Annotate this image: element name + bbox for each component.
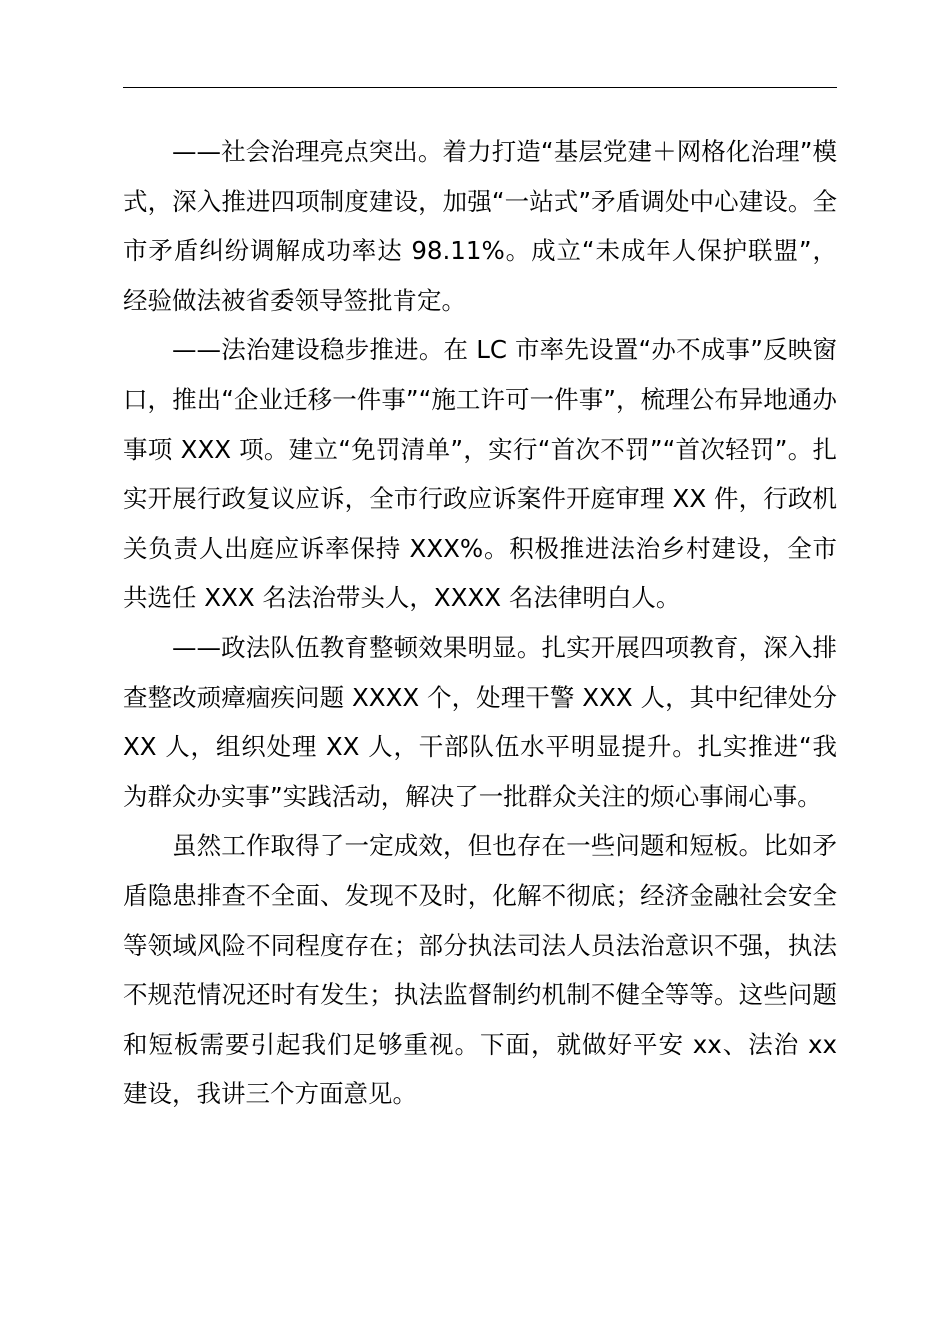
header-rule <box>123 87 837 88</box>
paragraph-rule-of-law: ——法治建设稳步推进。在 LC 市率先设置“办不成事”反映窗口，推出“企业迁移一件事”“施工许可一件事”，梳理公布异地通办事项 XXX 项。建立“免罚清单”，实行“首次不罚”“首次轻罚”。扎实开展行政复议应诉，全市行政应诉案件开庭审理 XX 件，行政机关负责人出庭应诉率保持 XXX%。积极推进法治乡村建设，全市共选任 XXX 名法治带头人，XXXX 名法律明白人。 <box>123 335 837 613</box>
document-body <box>123 127 837 1119</box>
paragraph-social-governance: ——社会治理亮点突出。着力打造“基层党建＋网格化治理”模式，深入推进四项制度建设，加强“一站式”矛盾调处中心建设。全市矛盾纠纷调解成功率达 98.11%。成立“未成年人保护联盟”，经验做法被省委领导签批肯定。 <box>123 137 837 315</box>
paragraph-team-rectification: ——政法队伍教育整顿效果明显。扎实开展四项教育，深入排查整改顽瘴痼疾问题 XXXX 个，处理干警 XXX 人，其中纪律处分 XX 人，组织处理 XX 人，干部队伍水平明显提升。扎实推进“我为群众办实事”实践活动，解决了一批群众关注的烦心事闹心事。 <box>123 632 837 811</box>
paragraph-problems-and-shortcomings: 虽然工作取得了一定成效，但也存在一些问题和短板。比如矛盾隐患排查不全面、发现不及时，化解不彻底；经济金融社会安全等领域风险不同程度存在；部分执法司法人员法治意识不强，执法不规范情况还时有发生；执法监督制约机制不健全等等。这些问题和短板需要引起我们足够重视。下面，就做好平安 xx、法治 xx 建设，我讲三个方面意见。 <box>123 831 837 1109</box>
